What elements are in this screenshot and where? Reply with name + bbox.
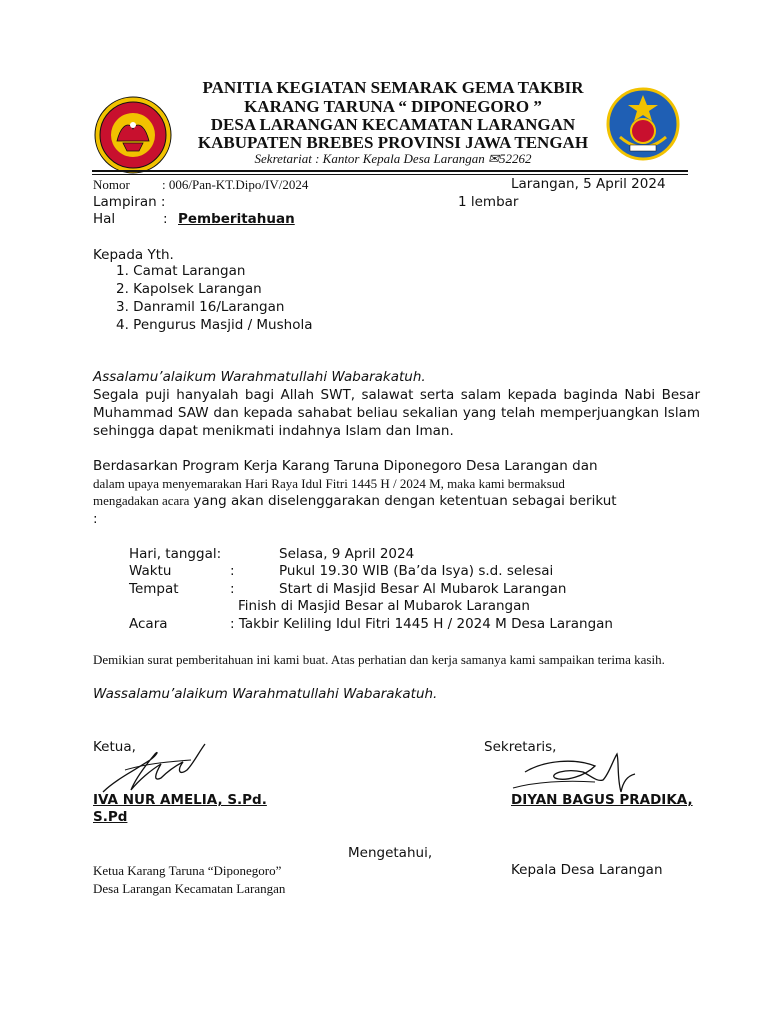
place-date: Larangan, 5 April 2024 (511, 176, 666, 192)
paragraph-purpose-line3 (93, 492, 617, 510)
lampiran-value: 1 lembar (458, 194, 519, 210)
tempat-value-finish: Finish di Masjid Besar al Mubarok Larangan (238, 598, 530, 614)
purpose-colon: : (93, 511, 98, 527)
lampiran-label: Lampiran : (93, 194, 166, 210)
hari-label: Hari, tanggal: (129, 546, 222, 562)
secretariat-address (160, 151, 626, 167)
recipient-item: 3. Danramil 16/Larangan (116, 299, 285, 315)
letterhead-divider (92, 170, 688, 172)
opening-greeting: Assalamu’alaikum Warahmatullahi Wabarakatuh. (93, 369, 426, 385)
mail-icon: ✉ (488, 151, 499, 166)
postal-code: 52262 (498, 151, 532, 166)
sekretaris-name: DIYAN BAGUS PRADIKA, (511, 792, 693, 808)
tempat-value-start: Start di Masjid Besar Al Mubarok Larangan (279, 581, 567, 597)
tempat-colon: : (230, 581, 235, 597)
paragraph-opening: Segala puji hanyalah bagi Allah SWT, salawat serta salam kepada baginda Nabi Besar Muhammad SAW dan kepada sahabat beliau sekalian yang telah memperjuangkan Islam sehingga dapat menikmati indahnya Islam dan Iman. (93, 387, 700, 439)
recipient-item: 2. Kapolsek Larangan (116, 281, 262, 297)
closing-paragraph: Demikian surat pemberitahuan ini kami buat. Atas perhatian dan kerja samanya kami sampaikan terima kasih. (93, 652, 665, 667)
paragraph-purpose-line1: Berdasarkan Program Kerja Karang Taruna Diponegoro Desa Larangan dan (93, 458, 598, 474)
nomor-label: Nomor (93, 177, 130, 192)
acara-label: Acara (129, 616, 168, 632)
paragraph-purpose-line2: dalam upaya menyemarakan Hari Raya Idul Fitri 1445 H / 2024 M, maka kami bermaksud (93, 476, 565, 491)
recipients-intro: Kepada Yth. (93, 247, 174, 263)
recipient-item: 1. Camat Larangan (116, 263, 246, 279)
closing-salam: Wassalamu’alaikum Warahmatullahi Wabarakatuh. (93, 686, 438, 702)
kepala-desa-title: Kepala Desa Larangan (511, 862, 663, 878)
letterhead-line-2: KARANG TARUNA “ DIPONEGORO ” (244, 97, 542, 116)
ketua-name-cont: S.Pd (93, 809, 128, 825)
ketua-kt-title: Ketua Karang Taruna “Diponegoro” (93, 863, 282, 878)
hal-value: Pemberitahuan (178, 211, 295, 227)
waktu-colon: : (230, 563, 235, 579)
tempat-label: Tempat (129, 581, 179, 597)
sekretaris-title: Sekretaris, (484, 739, 557, 755)
purpose-line3-b: yang akan diselenggarakan dengan ketentuan sebagai berikut (193, 493, 617, 509)
waktu-value: Pukul 19.30 WIB (Ba’da Isya) s.d. selesai (279, 563, 554, 579)
secretariat-text: Sekretariat : Kantor Kepala Desa Larangan (254, 151, 485, 166)
hal-label: Hal (93, 211, 116, 227)
mengetahui-label: Mengetahui, (348, 845, 433, 861)
letterhead-line-3: DESA LARANGAN KECAMATAN LARANGAN (210, 115, 576, 134)
ketua-title: Ketua, (93, 739, 136, 755)
letterhead-line-1: PANITIA KEGIATAN SEMARAK GEMA TAKBIR (202, 78, 584, 97)
ketua-kt-org: Desa Larangan Kecamatan Larangan (93, 881, 286, 896)
hari-value: Selasa, 9 April 2024 (279, 546, 415, 562)
waktu-label: Waktu (129, 563, 172, 579)
ketua-name: IVA NUR AMELIA, S.Pd. (93, 792, 267, 808)
hal-colon: : (163, 211, 168, 227)
recipient-item: 4. Pengurus Masjid / Mushola (116, 317, 313, 333)
letterhead-line-4: KABUPATEN BREBES PROVINSI JAWA TENGAH (197, 133, 589, 152)
nomor-value: : 006/Pan-KT.Dipo/IV/2024 (162, 177, 309, 192)
purpose-line3-a: mengadakan acara (93, 493, 190, 508)
acara-value: : Takbir Keliling Idul Fitri 1445 H / 2024 M Desa Larangan (230, 616, 613, 632)
